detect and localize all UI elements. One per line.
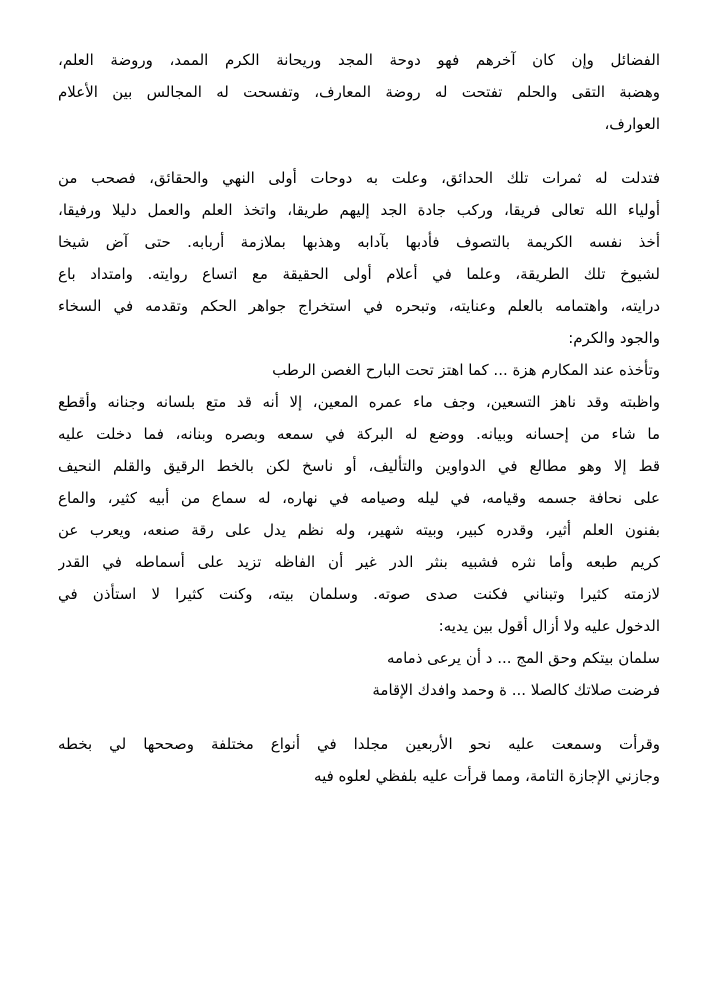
text-line: فتدلت له ثمرات تلك الحدائق، وعلت به دوحات أولى النهي والحقائق، فصحب من bbox=[58, 169, 660, 187]
verse-line: وتأخذه عند المكارم هزة ... كما اهتز تحت البارح الغصن الرطب bbox=[272, 361, 660, 379]
paragraph-gap bbox=[58, 140, 660, 162]
verse-line: فرضت صلاتك كالصلا ... ة وحمد وافدك الإقامة bbox=[372, 681, 660, 699]
text-line: درايته، واهتمامه بالعلم وعنايته، وتبحره في استخراج جواهر الحكم وتقدمه في السخاء bbox=[58, 297, 660, 315]
text-line: والجود والكرم: bbox=[568, 329, 660, 347]
text-line: الفضائل وإن كان آخرهم فهو دوحة المجد وريحانة الكرم الممد، وروضة العلم، bbox=[58, 51, 660, 69]
text-line: وقرأت وسمعت عليه نحو الأربعين مجلدا في أنواع مختلفة وصححها لي بخطه bbox=[58, 735, 660, 753]
text-line: ما شاء من إحسانه وبيانه. ووضع له البركة في سمعه وبصره وبنانه، فما دخلت عليه bbox=[58, 425, 660, 443]
text-line: وهضبة التقى والحلم تفتحت له روضة المعارف، وتفسحت له المجالس بين الأعلام bbox=[58, 83, 660, 101]
paragraph-gap bbox=[58, 706, 660, 728]
text-line: بفنون العلم أثير، وقدره كبير، وبيته شهير، وله نظم يدل على رقة صنعه، ويعرب عن bbox=[58, 521, 660, 539]
text-line: أولياء الله تعالى فريقا، وركب جادة الجد إليهم طريقا، واتخذ العلم والعمل دليلا ورفيقا، bbox=[58, 201, 660, 219]
text-line: العوارف، bbox=[604, 115, 660, 133]
text-line: لشيوخ تلك الطريقة، وعلما في أعلام أولى الحقيقة مع اتساع روايته. وامتداد باع bbox=[58, 265, 660, 283]
text-line: لازمته كثيرا وتبناني فكنت صدى صوته. وسلمان بيته، وكنت كثيرا لا استأذن في bbox=[58, 585, 660, 603]
text-line: وجازني الإجازة التامة، ومما قرأت عليه بلفظي لعلوه فيه bbox=[314, 767, 660, 785]
verse-line: سلمان بيتكم وحق المج ... د أن يرعى ذمامه bbox=[387, 649, 660, 667]
text-line: الدخول عليه ولا أزال أقول بين يديه: bbox=[438, 617, 660, 635]
text-line: قط إلا وهو مطالع في الدواوين والتأليف، أو ناسخ لكن بالخط الرقيق والقلم النحيف bbox=[58, 457, 660, 475]
text-line: أخذ نفسه الكريمة بالتصوف فأدبها بآدابه وهذبها بملازمة أربابه. حتى آض شيخا bbox=[58, 233, 660, 251]
text-line: واظبته وقد ناهز التسعين، وجف ماء عمره المعين، إلا أنه قد متع بلسانه وجنانه وأقطع bbox=[58, 393, 660, 411]
text-line: كريم طبعه وأما نثره فشبيه بنثر الدر غير أن الفاظه تزيد على أسماطه في القدر bbox=[58, 553, 660, 571]
document-page bbox=[58, 44, 660, 792]
text-line: على نحافة جسمه وقيامه، في ليله وصيامه في نهاره، له سماع من أبيه كثير، والماع bbox=[58, 489, 660, 507]
